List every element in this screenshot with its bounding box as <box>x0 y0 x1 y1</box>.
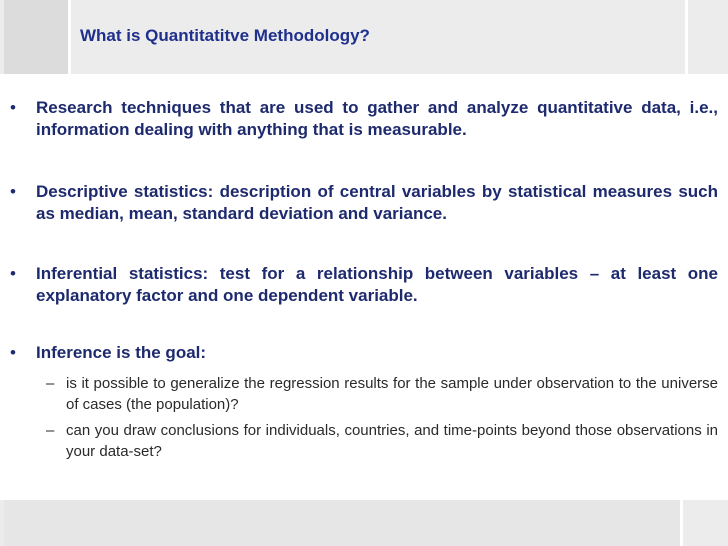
bullet-item <box>10 263 718 307</box>
bullet-marker: • <box>10 182 16 201</box>
bullet-marker: • <box>10 264 16 283</box>
footer-left-block <box>4 500 680 546</box>
header-divider <box>68 0 71 74</box>
footer-divider <box>680 500 683 546</box>
bullet-marker: • <box>10 98 16 117</box>
bullet-marker: • <box>10 343 16 362</box>
sub-bullet-text: can you draw conclusions for individuals, countries, and time-points beyond those observations in your data-set? <box>66 422 718 460</box>
bullet-item <box>10 97 718 141</box>
bullet-text: Inferential statistics: test for a relationship between variables – at least one explanatory factor and one dependent variable. <box>36 264 718 305</box>
bullet-text: Research techniques that are used to gather and analyze quantitative data, i.e., information dealing with anything that is measurable. <box>36 98 718 139</box>
header-right-block <box>685 0 724 74</box>
sub-bullet-item <box>46 420 718 462</box>
bullet-item <box>10 342 718 364</box>
sub-bullet-text: is it possible to generalize the regression results for the sample under observation to the universe of cases (the population)? <box>66 375 718 413</box>
sub-bullet-marker: – <box>46 375 55 392</box>
sub-bullet-marker: – <box>46 422 55 439</box>
bullet-item <box>10 181 718 225</box>
sub-bullet-item <box>46 373 718 415</box>
bullet-text: Descriptive statistics: description of central variables by statistical measures such as median, mean, standard deviation and variance. <box>36 182 718 223</box>
header-accent-block <box>4 0 68 74</box>
slide-title: What is Quantitatitve Methodology? <box>80 26 370 45</box>
bullet-text: Inference is the goal: <box>36 343 207 362</box>
